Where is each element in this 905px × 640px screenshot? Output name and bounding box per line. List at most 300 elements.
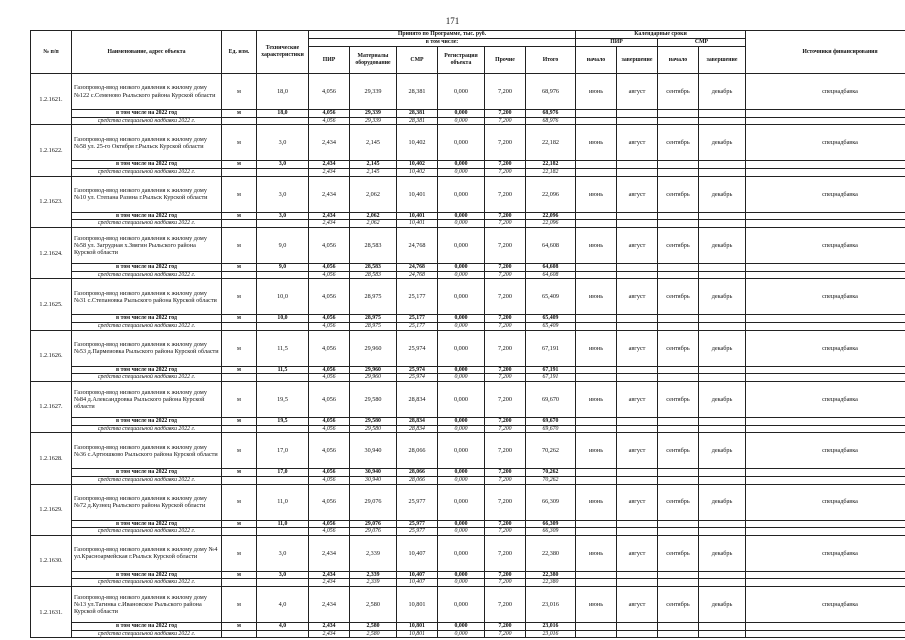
year-unit: м: [222, 571, 257, 579]
funds-total: 68,976: [526, 117, 576, 125]
funds-total: 66,309: [526, 528, 576, 536]
object-smr: 28,381: [397, 74, 438, 110]
year-smr: 25,977: [397, 520, 438, 528]
object-smr-start: сентябрь: [658, 535, 699, 571]
object-smr-end: декабрь: [699, 279, 746, 315]
year-total: 22,182: [526, 161, 576, 169]
year-other: 7,200: [485, 161, 526, 169]
object-total: 66,309: [526, 484, 576, 520]
year-other: 7,200: [485, 469, 526, 477]
year-pir: 2,434: [309, 571, 350, 579]
funds-registration: 0,000: [438, 476, 485, 484]
funds-pir: 2,434: [309, 630, 350, 638]
page-number: 171: [445, 16, 460, 26]
object-pir-end: август: [617, 125, 658, 161]
object-total: 22,096: [526, 176, 576, 212]
year-materials: 29,960: [350, 366, 397, 374]
object-pir-end: август: [617, 381, 658, 417]
object-tech: 4,0: [257, 587, 309, 623]
header-materials: Материалы оборудование: [350, 47, 397, 74]
object-pir: 4,056: [309, 381, 350, 417]
object-tech: 18,0: [257, 74, 309, 110]
year-unit: м: [222, 520, 257, 528]
year-smr: 25,974: [397, 366, 438, 374]
year-other: 7,200: [485, 623, 526, 631]
funds-other: 7,200: [485, 374, 526, 382]
object-pir-start: июнь: [576, 176, 617, 212]
year-pir: 4,056: [309, 520, 350, 528]
header-name: Наименование, адрес объекта: [72, 31, 222, 74]
object-name: Газопровод-ввод низкого давления к жилому дому №10 ул. Степана Разина г.Рыльск Курской области: [72, 176, 222, 212]
year-unit: м: [222, 161, 257, 169]
year-tech: 17,0: [257, 469, 309, 477]
funds-label: средства специальной надбавки 2022 г.: [72, 117, 222, 125]
year-label: в том числе на 2022 год: [72, 417, 222, 425]
object-other: 7,200: [485, 125, 526, 161]
funds-other: 7,200: [485, 271, 526, 279]
header-registration: Регистрация объекта: [438, 47, 485, 74]
header-smr-end: завершение: [699, 47, 746, 74]
funds-materials: 2,339: [350, 579, 397, 587]
object-smr: 10,407: [397, 535, 438, 571]
funds-registration: 0,000: [438, 117, 485, 125]
object-name: Газопровод-ввод низкого давления к жилому дому №53 д.Пармеиовка Рыльского района Курской области: [72, 330, 222, 366]
object-other: 7,200: [485, 227, 526, 263]
object-id: 1.2.1623.: [31, 176, 72, 227]
funds-label: средства специальной надбавки 2022 г.: [72, 322, 222, 330]
object-materials: 2,145: [350, 125, 397, 161]
funds-smr: 24,768: [397, 271, 438, 279]
object-name: Газопровод-ввод низкого давления к жилому дому №58 ул. Загрудная х.Звягин Рыльского района Курской области: [72, 227, 222, 263]
object-smr-end: декабрь: [699, 74, 746, 110]
object-tech: 11,5: [257, 330, 309, 366]
funds-row: [31, 579, 905, 587]
year-label: в том числе на 2022 год: [72, 623, 222, 631]
object-smr: 28,066: [397, 433, 438, 469]
object-unit: м: [222, 484, 257, 520]
funds-other: 7,200: [485, 425, 526, 433]
funds-label: средства специальной надбавки 2022 г.: [72, 271, 222, 279]
table-header: [31, 31, 905, 74]
object-name: Газопровод-ввод низкого давления к жилому дому №58 ул. 25-го Октября г.Рыльск Курской области: [72, 125, 222, 161]
funds-registration: 0,000: [438, 425, 485, 433]
object-smr: 10,401: [397, 176, 438, 212]
year-unit: м: [222, 110, 257, 118]
year-label: в том числе на 2022 год: [72, 315, 222, 323]
year-other: 7,200: [485, 110, 526, 118]
object-materials: 2,339: [350, 535, 397, 571]
funds-pir: 4,056: [309, 476, 350, 484]
year-row: [31, 263, 905, 271]
year-other: 7,200: [485, 366, 526, 374]
funds-total: 23,016: [526, 630, 576, 638]
funds-materials: 29,339: [350, 117, 397, 125]
object-materials: 29,076: [350, 484, 397, 520]
header-total: Итого: [526, 47, 576, 74]
object-materials: 28,975: [350, 279, 397, 315]
object-row: [31, 484, 905, 520]
year-registration: 0,000: [438, 520, 485, 528]
object-other: 7,200: [485, 330, 526, 366]
object-registration: 0,000: [438, 535, 485, 571]
year-materials: 29,339: [350, 110, 397, 118]
year-registration: 0,000: [438, 263, 485, 271]
object-smr-end: декабрь: [699, 433, 746, 469]
year-total: 65,409: [526, 315, 576, 323]
object-materials: 29,960: [350, 330, 397, 366]
funds-pir: 2,434: [309, 579, 350, 587]
year-other: 7,200: [485, 263, 526, 271]
object-id: 1.2.1621.: [31, 74, 72, 125]
year-unit: м: [222, 315, 257, 323]
funds-materials: 29,580: [350, 425, 397, 433]
object-pir: 2,434: [309, 125, 350, 161]
object-tech: 19,5: [257, 381, 309, 417]
object-source: спецнадбавка: [746, 227, 905, 263]
object-source: спецнадбавка: [746, 535, 905, 571]
object-pir-end: август: [617, 330, 658, 366]
header-accepted: Принято по Программе, тыс. руб.: [309, 31, 576, 39]
year-smr: 10,402: [397, 161, 438, 169]
object-pir-start: июнь: [576, 484, 617, 520]
year-unit: м: [222, 366, 257, 374]
year-smr: 10,801: [397, 623, 438, 631]
object-unit: м: [222, 381, 257, 417]
object-smr-start: сентябрь: [658, 279, 699, 315]
funds-registration: 0,000: [438, 168, 485, 176]
object-id: 1.2.1630.: [31, 535, 72, 586]
funds-other: 7,200: [485, 117, 526, 125]
year-total: 23,016: [526, 623, 576, 631]
funds-materials: 2,145: [350, 168, 397, 176]
object-registration: 0,000: [438, 176, 485, 212]
object-other: 7,200: [485, 587, 526, 623]
funds-total: 64,608: [526, 271, 576, 279]
funds-label: средства специальной надбавки 2022 г.: [72, 168, 222, 176]
object-row: [31, 535, 905, 571]
object-other: 7,200: [485, 279, 526, 315]
object-materials: 29,339: [350, 74, 397, 110]
year-smr: 10,407: [397, 571, 438, 579]
header-calendar: Календарные сроки: [576, 31, 746, 39]
year-pir: 2,434: [309, 623, 350, 631]
object-source: спецнадбавка: [746, 484, 905, 520]
object-smr: 25,977: [397, 484, 438, 520]
object-registration: 0,000: [438, 330, 485, 366]
year-registration: 0,000: [438, 315, 485, 323]
funds-pir: 4,056: [309, 374, 350, 382]
funds-materials: 28,583: [350, 271, 397, 279]
object-tech: 11,0: [257, 484, 309, 520]
year-row: [31, 110, 905, 118]
object-total: 67,191: [526, 330, 576, 366]
object-pir: 2,434: [309, 535, 350, 571]
header-pir: ПИР: [309, 47, 350, 74]
year-tech: 11,0: [257, 520, 309, 528]
header-pir-start: начало: [576, 47, 617, 74]
year-row: [31, 417, 905, 425]
object-unit: м: [222, 74, 257, 110]
object-other: 7,200: [485, 176, 526, 212]
object-smr-start: сентябрь: [658, 176, 699, 212]
funds-label: средства специальной надбавки 2022 г.: [72, 579, 222, 587]
object-smr-start: сентябрь: [658, 587, 699, 623]
funds-total: 22,380: [526, 579, 576, 587]
funds-smr: 10,801: [397, 630, 438, 638]
year-row: [31, 161, 905, 169]
object-smr-end: декабрь: [699, 176, 746, 212]
year-smr: 28,066: [397, 469, 438, 477]
year-materials: 2,339: [350, 571, 397, 579]
object-pir-end: август: [617, 484, 658, 520]
funds-total: 22,096: [526, 220, 576, 228]
object-smr-end: декабрь: [699, 125, 746, 161]
year-registration: 0,000: [438, 110, 485, 118]
object-pir-end: август: [617, 227, 658, 263]
object-smr-start: сентябрь: [658, 227, 699, 263]
object-tech: 10,0: [257, 279, 309, 315]
object-registration: 0,000: [438, 587, 485, 623]
object-pir-end: август: [617, 433, 658, 469]
header-pir-end: завершение: [617, 47, 658, 74]
funds-label: средства специальной надбавки 2022 г.: [72, 374, 222, 382]
header-cal-smr: СМР: [658, 39, 746, 47]
year-total: 66,309: [526, 520, 576, 528]
year-row: [31, 366, 905, 374]
funds-pir: 2,434: [309, 220, 350, 228]
year-registration: 0,000: [438, 161, 485, 169]
year-pir: 4,056: [309, 417, 350, 425]
object-materials: 30,940: [350, 433, 397, 469]
funds-total: 67,191: [526, 374, 576, 382]
year-row: [31, 212, 905, 220]
object-source: спецнадбавка: [746, 74, 905, 110]
year-row: [31, 623, 905, 631]
object-total: 68,976: [526, 74, 576, 110]
object-smr-end: декабрь: [699, 330, 746, 366]
year-row: [31, 571, 905, 579]
year-materials: 28,583: [350, 263, 397, 271]
year-pir: 4,056: [309, 469, 350, 477]
funds-registration: 0,000: [438, 630, 485, 638]
object-other: 7,200: [485, 433, 526, 469]
object-row: [31, 279, 905, 315]
year-tech: 3,0: [257, 571, 309, 579]
header-cal-pir: ПИР: [576, 39, 658, 47]
funds-label: средства специальной надбавки 2022 г.: [72, 425, 222, 433]
object-name: Газопровод-ввод низкого давления к жилому дому №31 с.Степановка Рыльского района Курской области: [72, 279, 222, 315]
object-row: [31, 381, 905, 417]
object-row: [31, 176, 905, 212]
year-tech: 19,5: [257, 417, 309, 425]
year-other: 7,200: [485, 417, 526, 425]
object-pir-end: август: [617, 587, 658, 623]
funds-other: 7,200: [485, 579, 526, 587]
object-total: 70,262: [526, 433, 576, 469]
funds-smr: 28,066: [397, 476, 438, 484]
year-tech: 9,0: [257, 263, 309, 271]
object-unit: м: [222, 330, 257, 366]
object-pir-end: август: [617, 176, 658, 212]
object-pir-start: июнь: [576, 433, 617, 469]
object-registration: 0,000: [438, 227, 485, 263]
funds-other: 7,200: [485, 168, 526, 176]
year-unit: м: [222, 417, 257, 425]
object-smr-end: декабрь: [699, 381, 746, 417]
funds-total: 22,182: [526, 168, 576, 176]
object-pir: 4,056: [309, 433, 350, 469]
object-name: Газопровод-ввод низкого давления к жилому дому №36 с.Артюшково Рыльского района Курской области: [72, 433, 222, 469]
funds-registration: 0,000: [438, 220, 485, 228]
object-tech: 17,0: [257, 433, 309, 469]
object-row: [31, 433, 905, 469]
year-tech: 3,0: [257, 212, 309, 220]
funds-label: средства специальной надбавки 2022 г.: [72, 220, 222, 228]
year-label: в том числе на 2022 год: [72, 161, 222, 169]
year-registration: 0,000: [438, 366, 485, 374]
funds-row: [31, 630, 905, 638]
year-pir: 2,434: [309, 212, 350, 220]
year-smr: 25,177: [397, 315, 438, 323]
year-other: 7,200: [485, 520, 526, 528]
object-pir-start: июнь: [576, 587, 617, 623]
object-source: спецнадбавка: [746, 279, 905, 315]
year-tech: 18,0: [257, 110, 309, 118]
funds-registration: 0,000: [438, 528, 485, 536]
funds-total: 69,670: [526, 425, 576, 433]
program-table: [30, 30, 905, 638]
object-pir: 4,056: [309, 279, 350, 315]
object-smr-end: декабрь: [699, 227, 746, 263]
object-pir-end: август: [617, 535, 658, 571]
object-smr-start: сентябрь: [658, 484, 699, 520]
funds-row: [31, 220, 905, 228]
object-name: Газопровод-ввод низкого давления к жилому дому №84 д.Александровка Рыльского района Курской области: [72, 381, 222, 417]
object-smr-start: сентябрь: [658, 433, 699, 469]
object-row: [31, 125, 905, 161]
funds-row: [31, 476, 905, 484]
object-unit: м: [222, 535, 257, 571]
object-tech: 3,0: [257, 176, 309, 212]
funds-other: 7,200: [485, 476, 526, 484]
funds-pir: 4,056: [309, 117, 350, 125]
object-name: Газопровод-ввод низкого давления к жилому дому №13 ул.Тагинка с.Ивановское Рыльского района Курской области: [72, 587, 222, 623]
object-smr: 24,768: [397, 227, 438, 263]
object-unit: м: [222, 227, 257, 263]
object-other: 7,200: [485, 74, 526, 110]
object-source: спецнадбавка: [746, 176, 905, 212]
funds-materials: 2,062: [350, 220, 397, 228]
object-smr: 25,974: [397, 330, 438, 366]
object-other: 7,200: [485, 535, 526, 571]
object-unit: м: [222, 125, 257, 161]
year-label: в том числе на 2022 год: [72, 571, 222, 579]
funds-other: 7,200: [485, 630, 526, 638]
year-registration: 0,000: [438, 571, 485, 579]
year-row: [31, 469, 905, 477]
object-tech: 3,0: [257, 125, 309, 161]
year-unit: м: [222, 263, 257, 271]
funds-label: средства специальной надбавки 2022 г.: [72, 476, 222, 484]
object-id: 1.2.1629.: [31, 484, 72, 535]
year-tech: 10,0: [257, 315, 309, 323]
year-total: 68,976: [526, 110, 576, 118]
object-id: 1.2.1625.: [31, 279, 72, 330]
year-other: 7,200: [485, 212, 526, 220]
funds-smr: 10,402: [397, 168, 438, 176]
object-unit: м: [222, 279, 257, 315]
object-id: 1.2.1628.: [31, 433, 72, 484]
funds-registration: 0,000: [438, 271, 485, 279]
object-source: спецнадбавка: [746, 381, 905, 417]
year-materials: 29,580: [350, 417, 397, 425]
funds-materials: 29,076: [350, 528, 397, 536]
object-pir-start: июнь: [576, 330, 617, 366]
object-id: 1.2.1626.: [31, 330, 72, 381]
object-total: 69,670: [526, 381, 576, 417]
header-unit: Ед. изм.: [222, 31, 257, 74]
funds-materials: 30,940: [350, 476, 397, 484]
object-row: [31, 587, 905, 623]
object-smr: 10,801: [397, 587, 438, 623]
year-registration: 0,000: [438, 417, 485, 425]
funds-smr: 25,177: [397, 322, 438, 330]
header-smr-start: начало: [658, 47, 699, 74]
funds-materials: 28,975: [350, 322, 397, 330]
header-other: Прочие: [485, 47, 526, 74]
object-materials: 28,583: [350, 227, 397, 263]
year-pir: 4,056: [309, 315, 350, 323]
year-tech: 3,0: [257, 161, 309, 169]
object-materials: 29,580: [350, 381, 397, 417]
year-other: 7,200: [485, 315, 526, 323]
object-total: 22,182: [526, 125, 576, 161]
header-including: в том числе:: [309, 39, 576, 47]
object-registration: 0,000: [438, 433, 485, 469]
object-pir-start: июнь: [576, 74, 617, 110]
year-smr: 28,381: [397, 110, 438, 118]
object-pir: 4,056: [309, 484, 350, 520]
object-row: [31, 74, 905, 110]
year-smr: 28,834: [397, 417, 438, 425]
object-total: 22,380: [526, 535, 576, 571]
funds-row: [31, 322, 905, 330]
funds-row: [31, 425, 905, 433]
year-materials: 2,145: [350, 161, 397, 169]
funds-registration: 0,000: [438, 579, 485, 587]
year-smr: 24,768: [397, 263, 438, 271]
object-pir-start: июнь: [576, 535, 617, 571]
header-num: № п/п: [31, 31, 72, 74]
object-name: Газопровод-ввод низкого давления к жилому дому №72 д.Кузнец Рыльского района Курской области: [72, 484, 222, 520]
year-materials: 28,975: [350, 315, 397, 323]
year-registration: 0,000: [438, 623, 485, 631]
object-pir: 4,056: [309, 74, 350, 110]
object-smr: 10,402: [397, 125, 438, 161]
year-unit: м: [222, 623, 257, 631]
object-smr: 28,834: [397, 381, 438, 417]
funds-row: [31, 271, 905, 279]
object-materials: 2,580: [350, 587, 397, 623]
object-id: 1.2.1627.: [31, 381, 72, 432]
object-pir: 4,056: [309, 330, 350, 366]
object-tech: 3,0: [257, 535, 309, 571]
header-tech: Технические характеристики: [257, 31, 309, 74]
object-unit: м: [222, 433, 257, 469]
object-registration: 0,000: [438, 279, 485, 315]
object-pir-start: июнь: [576, 227, 617, 263]
year-tech: 11,5: [257, 366, 309, 374]
